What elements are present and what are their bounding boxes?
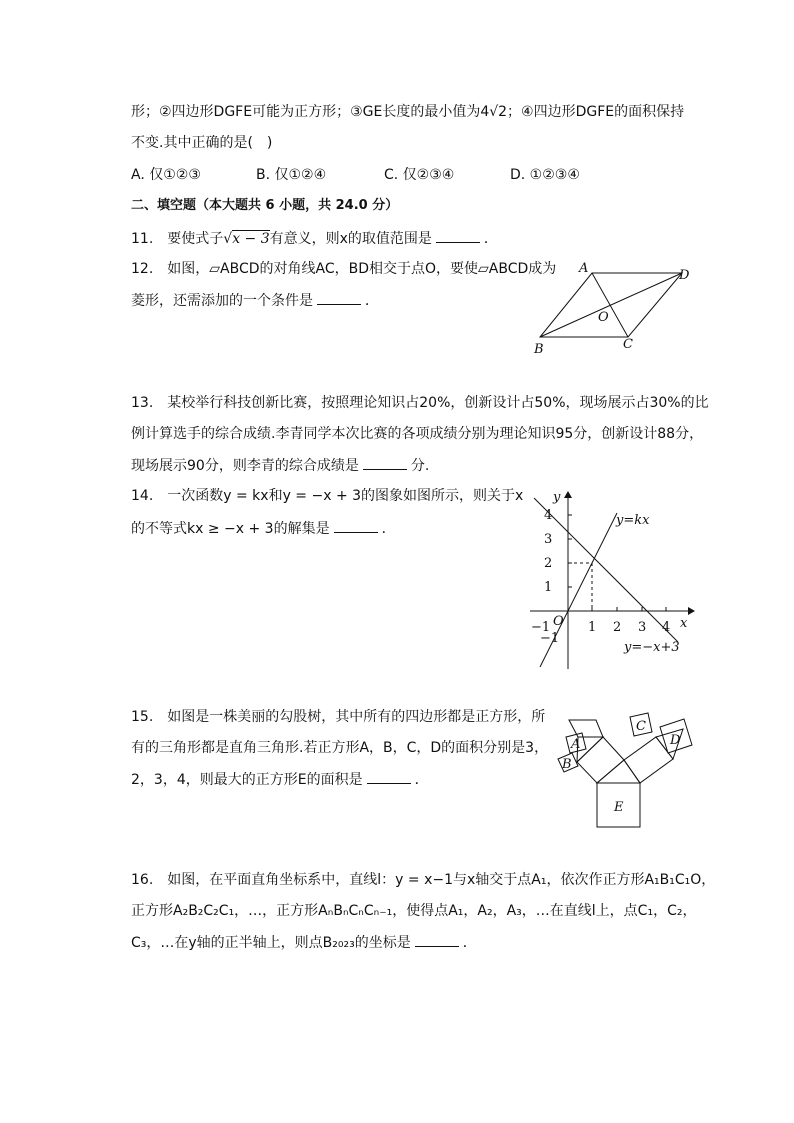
q13-end: 分. [410, 458, 430, 474]
q14-answer-blank [334, 518, 378, 533]
q12-line2-wrap [131, 290, 379, 311]
q10-line1: 形；②四边形DGFE可能为正方形；③GE长度的最小值为4√2；④四边形DGFE的面积保持 [131, 104, 685, 120]
y-axis-label: y [553, 490, 561, 505]
line2-label: y=−x+3 [624, 640, 680, 655]
q16-line2: 正方形A₂B₂C₂C₁，…，正方形AₙBₙCₙCₙ₋₁，使得点A₁，A₂，A₃，…在直线l上，点C₁，C₂， [131, 903, 697, 919]
y-tick-label-2: 2 [544, 556, 553, 571]
y-tick-label-neg1: −1 [540, 631, 560, 646]
x-axis-arrow-icon [688, 607, 695, 615]
q12-end: ． [365, 293, 379, 309]
q11-text [131, 228, 498, 249]
q13-line1: 13. 某校举行科技创新比赛，按照理论知识占20%，创新设计占50%，现场展示占30%的比 [131, 395, 709, 411]
q14-end: ． [381, 521, 396, 537]
q11-answer-blank [436, 228, 480, 243]
q10-option-b: B. 仅①②④ [256, 167, 327, 183]
x-axis-label: x [680, 616, 688, 631]
label-square-b: B [562, 757, 572, 772]
pythagoras-tree-figure [550, 705, 730, 835]
q15-line3-wrap [131, 769, 429, 790]
q14-line2-wrap [131, 518, 396, 539]
x-tick-label-neg1: −1 [531, 620, 551, 635]
q13-answer-blank [363, 455, 407, 470]
q12-answer-blank [317, 290, 361, 305]
label-c: C [623, 337, 633, 352]
diagonal-bd [540, 273, 682, 337]
q11-sqrt-content: x − 3 [232, 231, 270, 247]
y-tick-label-3: 3 [544, 532, 553, 547]
q15-end: ． [414, 772, 429, 788]
q12-line1: 12. 如图，▱ABCD的对角线AC，BD相交于点O，要使▱ABCD成为 [131, 261, 557, 277]
q11-text-b: 有意义，则x的取值范围是 [269, 231, 432, 247]
y-tick-label-4: 4 [544, 508, 553, 523]
q10-option-c: C. 仅②③④ [384, 167, 455, 183]
q16-answer-blank [415, 932, 459, 947]
x-tick-label-3: 3 [638, 620, 647, 635]
q13-line2: 例计算选手的综合成绩.李青同学本次比赛的各项成绩分别为理论知识95分，创新设计88分， [131, 426, 704, 442]
square-left [577, 737, 624, 783]
origin-label: O [553, 614, 564, 629]
q10-option-a: A. 仅①②③ [131, 167, 201, 183]
triangle-main [597, 760, 640, 783]
line1-label: y=kx [616, 513, 650, 528]
q11-text-a: 11. 要使式子 [131, 231, 224, 247]
q16-line1: 16. 如图，在平面直角坐标系中，直线l：y = x−1与x轴交于点A₁，依次作正方形A₁B₁C₁O， [131, 872, 716, 888]
y-tick-label-1: 1 [544, 580, 553, 595]
label-square-e: E [614, 800, 624, 815]
x-tick-label-1: 1 [588, 620, 597, 635]
q15-answer-blank [367, 769, 411, 784]
q14-line2: 的不等式kx ≥ −x + 3的解集是 [131, 521, 330, 537]
x-tick-label-4: 4 [662, 620, 671, 635]
label-b: B [534, 342, 544, 357]
label-square-a: A [571, 737, 581, 752]
square-a [569, 720, 603, 737]
label-o: O [598, 310, 609, 325]
q13-line3: 现场展示90分，则李青的综合成绩是 [131, 458, 359, 474]
q16-end: ． [462, 935, 477, 951]
q15-line3: 2，3，4，则最大的正方形E的面积是 [131, 772, 363, 788]
q10-line2: 不变.其中正确的是( ) [131, 135, 273, 151]
y-axis-arrow-icon [564, 491, 572, 498]
q14-line1: 14. 一次函数y = kx和y = −x + 3的图象如图所示，则关于x [131, 488, 524, 504]
q11-end: ． [483, 231, 498, 247]
function-graph [520, 485, 700, 675]
q12-line2: 菱形，还需添加的一个条件是 [131, 293, 313, 309]
q16-line3-wrap [131, 932, 477, 953]
x-tick-label-2: 2 [613, 620, 622, 635]
q15-line2: 有的三角形都是直角三角形.若正方形A，B，C，D的面积分别是3， [131, 740, 549, 756]
sqrt-sign-icon: √ [223, 231, 233, 247]
label-d: D [679, 268, 690, 283]
section-title: 二、填空题（本大题共 6 小题，共 24.0 分） [131, 198, 399, 213]
q13-line3-wrap [131, 455, 429, 476]
q10-option-d: D. ①②③④ [510, 167, 580, 183]
label-square-c: C [636, 719, 646, 734]
label-a: A [579, 261, 589, 276]
parallelogram-figure [530, 260, 700, 360]
label-square-d: D [670, 733, 681, 748]
q15-line1: 15. 如图是一株美丽的勾股树，其中所有的四边形都是正方形，所 [131, 709, 546, 725]
triangle-left [577, 737, 603, 762]
q16-line3: C₃，…在y轴的正半轴上，则点B₂₀₂₃的坐标是 [131, 935, 411, 951]
